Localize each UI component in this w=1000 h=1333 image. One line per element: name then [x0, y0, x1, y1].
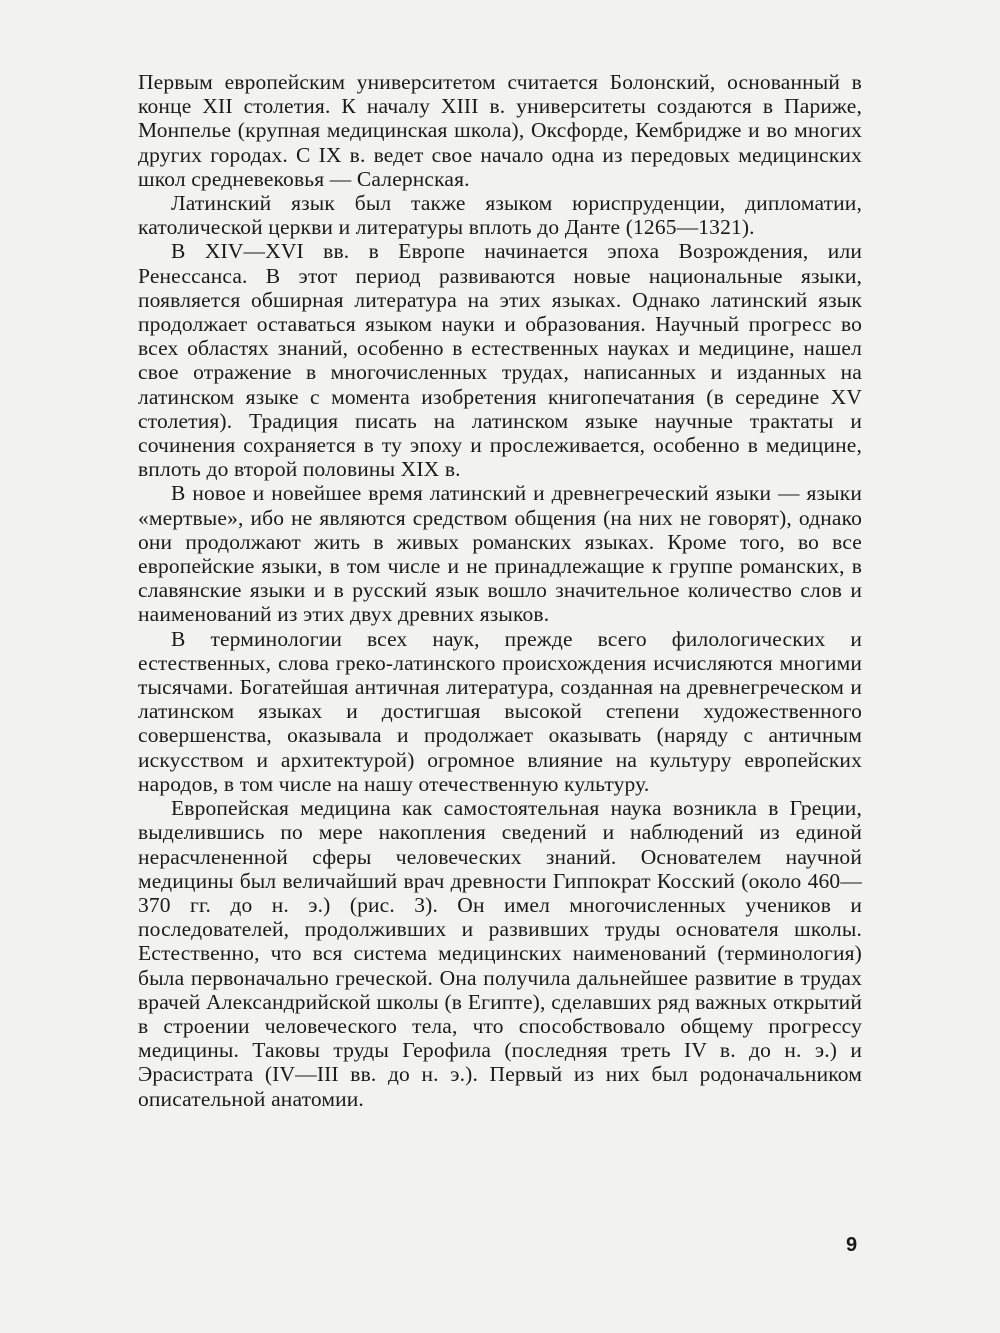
paragraph-universities: Первым европейским университетом считается Болонский, основанный в конце XII столетия. К началу XIII в. университеты создаются в Париже, Монпелье (крупная медицинская школа), Оксфорде, Кембридже и во многих других городах. С IX в. ведет свое начало одна из передовых медицинских школ средневековья — Салернская.	[138, 70, 862, 191]
body-text	[138, 70, 862, 1111]
paragraph-renaissance: В XIV—XVI вв. в Европе начинается эпоха Возрождения, или Ренессанса. В этот период развиваются новые национальные языки, появляется обширная литература на этих языках. Однако латинский язык продолжает оставаться языком науки и образования. Научный прогресс во всех областях знаний, особенно в естественных науках и медицине, нашел свое отражение в многочисленных трудах, написанных и изданных на латинском языке с момента изобретения книгопечатания (в середине XV столетия). Традиция писать на латинском языке научные трактаты и сочинения сохраняется в ту эпоху и прослеживается, особенно в медицине, вплоть до второй половины XIX в.	[138, 239, 862, 482]
paragraph-dead-languages: В новое и новейшее время латинский и древнегреческий языки — языки «мертвые», ибо не являются средством общения (на них не говорят), однако они продолжают жить в живых романских языках. Кроме того, во все европейские языки, в том числе и не принадлежащие к группе романских, в славянские языки и в русский язык вошло значительное количество слов и наименований из этих двух древних языков.	[138, 481, 862, 627]
paragraph-latin-language: Латинский язык был также языком юриспруденции, дипломатии, католической церкви и литературы вплоть до Данте (1265—1321).	[138, 191, 862, 240]
page-number: 9	[846, 1234, 858, 1256]
paragraph-european-medicine: Европейская медицина как самостоятельная наука возникла в Греции, выделившись по мере накопления сведений и наблюдений из единой нерасчлененной сферы человеческих знаний. Основателем научной медицины был величайший врач древности Гиппократ Косский (около 460—370 гг. до н. э.) (рис. 3). Он имел многочисленных учеников и последователей, продолживших и развивших труды основателя школы. Естественно, что вся система медицинских наименований (терминология) была первоначально греческой. Она получила дальнейшее развитие в трудах врачей Александрийской школы (в Египте), сделавших ряд важных открытий в строении человеческого тела, что способствовало общему прогрессу медицины. Таковы труды Герофила (последняя треть IV в. до н. э.) и Эрасистрата (IV—III вв. до н. э.). Первый из них был родоначальником описательной анатомии.	[138, 796, 862, 1111]
paragraph-terminology: В терминологии всех наук, прежде всего филологических и естественных, слова греко-латинского происхождения исчисляются многими тысячами. Богатейшая античная литература, созданная на древнегреческом и латинском языках и достигшая высокой степени художественного совершенства, оказывала и продолжает оказывать (наряду с античным искусством и архитектурой) огромное влияние на культуру европейских народов, в том числе на нашу отечественную культуру.	[138, 626, 862, 796]
